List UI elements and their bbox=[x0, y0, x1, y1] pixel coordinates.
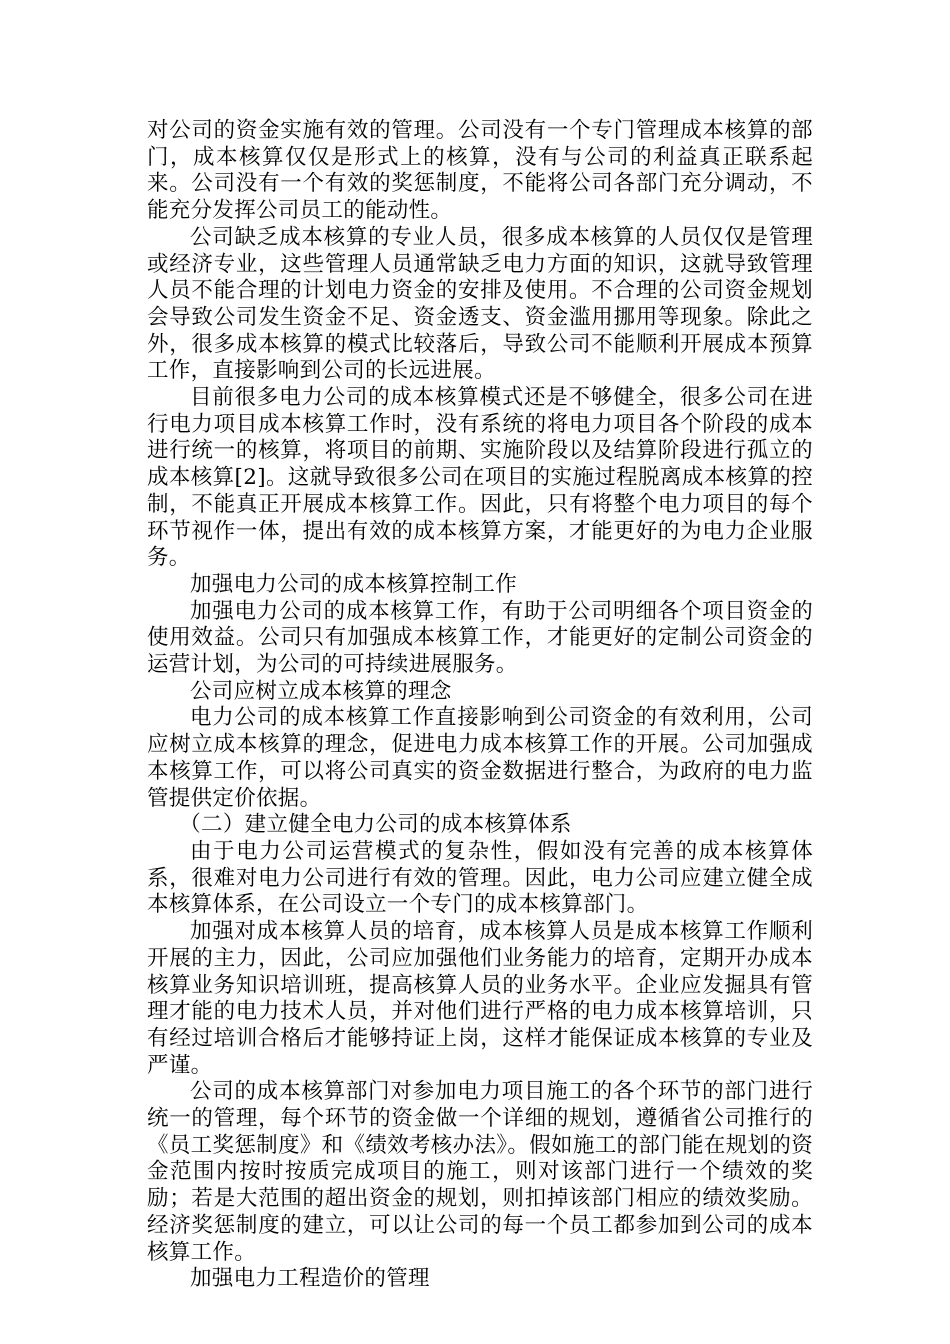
section-heading-accounting-concept: 公司应树立成本核算的理念 bbox=[190, 678, 452, 704]
paragraph-lack-of-professionals: 公司缺乏成本核算的专业人员，很多成本核算的人员仅仅是管理或经济专业，这些管理人员通常缺乏电力方面的知识，这就导致管理人员不能合理的计划电力资金的安排及使用。不合理的公司资金规划会导致公司发生资金不足、资金透支、资金滥用挪用等现象。除此之外，很多成本核算的模式比较落后，导致公司不能顺利开展成本预算工作，直接影响到公司的长远进展。 bbox=[147, 224, 813, 384]
section-heading-accounting-system: （二）建立健全电力公司的成本核算体系 bbox=[179, 812, 572, 838]
paragraph-accounting-model: 目前很多电力公司的成本核算模式还是不够健全，很多公司在进行电力项目成本核算工作时，没有系统的将电力项目各个阶段的成本进行统一的核算，将项目的前期、实施阶段以及结算阶段进行孤立的成本核算[2]。这就导致很多公司在项目的实施过程脱离成本核算的控制，不能真正开展成本核算工作。因此，只有将整个电力项目的每个环节视作一体，提出有效的成本核算方案，才能更好的为电力企业服务。 bbox=[147, 385, 813, 571]
document-body bbox=[147, 118, 813, 1292]
paragraph-staff-training: 加强对成本核算人员的培育，成本核算人员是成本核算工作顺利开展的主力，因此，公司应加强他们业务能力的培育，定期开办成本核算业务知识培训班，提高核算人员的业务水平。企业应发掘具有管理才能的电力技术人员，并对他们进行严格的电力成本核算培训，只有经过培训合格后才能够持证上岗，这样才能保证成本核算的专业及严谨。 bbox=[147, 919, 813, 1078]
section-heading-cost-management: 加强电力工程造价的管理 bbox=[190, 1266, 430, 1292]
section-heading-strengthen-control: 加强电力公司的成本核算控制工作 bbox=[190, 571, 518, 597]
paragraph-strengthen-accounting: 加强电力公司的成本核算工作，有助于公司明细各个项目资金的使用效益。公司只有加强成本核算工作，才能更好的定制公司资金的运营计划，为公司的可持续进展服务。 bbox=[147, 598, 813, 678]
paragraph-accounting-system: 由于电力公司运营模式的复杂性，假如没有完善的成本核算体系，很难对电力公司进行有效的管理。因此，电力公司应建立健全成本核算体系，在公司设立一个专门的成本核算部门。 bbox=[147, 838, 813, 918]
paragraph-fund-management: 对公司的资金实施有效的管理。公司没有一个专门管理成本核算的部门，成本核算仅仅是形式上的核算，没有与公司的利益真正联系起来。公司没有一个有效的奖惩制度，不能将公司各部门充分调动，不能充分发挥公司员工的能动性。 bbox=[147, 118, 813, 224]
paragraph-department-management: 公司的成本核算部门对参加电力项目施工的各个环节的部门进行统一的管理，每个环节的资金做一个详细的规划，遵循省公司推行的《员工奖惩制度》和《绩效考核办法》。假如施工的部门能在规划的资金范围内按时按质完成项目的施工，则对该部门进行一个绩效的奖励；若是大范围的超出资金的规划，则扣掉该部门相应的绩效奖励。经济奖惩制度的建立，可以让公司的每一个员工都参加到公司的成本核算工作。 bbox=[147, 1079, 813, 1265]
paragraph-accounting-concept: 电力公司的成本核算工作直接影响到公司资金的有效利用，公司应树立成本核算的理念，促进电力成本核算工作的开展。公司加强成本核算工作，可以将公司真实的资金数据进行整合，为政府的电力监管提供定价依据。 bbox=[147, 705, 813, 811]
